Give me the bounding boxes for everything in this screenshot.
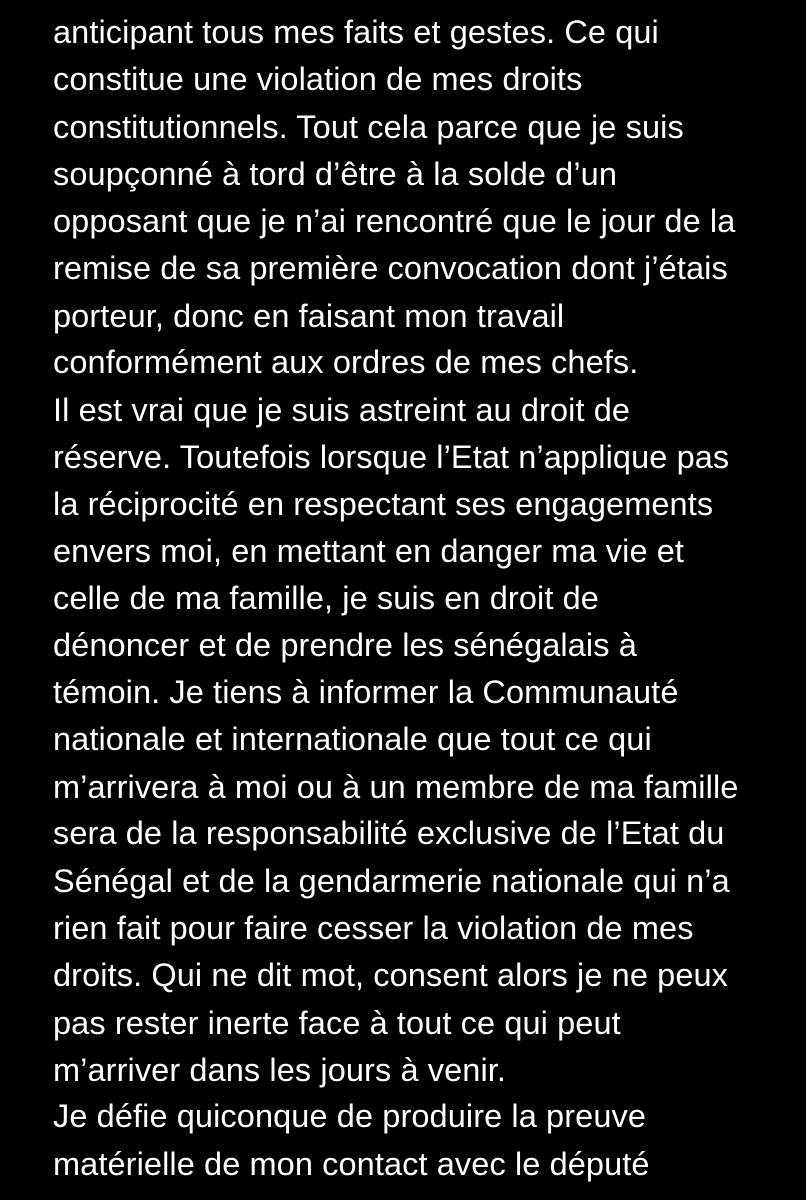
text-line: Il est vrai que je suis astreint au droit de [53,392,631,428]
text-line: droits. Qui ne dit mot, consent alors je ne peux [53,957,729,993]
text-line: la réciprocité en respectant ses engagements [53,486,714,522]
text-line: m’arrivera à moi ou à un membre de ma famille [53,769,739,805]
text-line: matérielle de mon contact avec le député [53,1146,650,1182]
text-line: Sénégal et de la gendarmerie nationale qui n’a [53,863,730,899]
text-line: dénoncer et de prendre les sénégalais à [53,627,637,663]
text-line: celle de ma famille, je suis en droit de [53,580,599,616]
text-line: m’arriver dans les jours à venir. [53,1052,507,1088]
text-line: anticipant tous mes faits et gestes. Ce qui [53,14,659,50]
text-line: pas rester inerte face à tout ce qui peut [53,1005,621,1041]
text-line: porteur, donc en faisant mon travail [53,298,565,334]
text-line: soupçonné à tord d’être à la solde d’un [53,156,618,192]
text-line: Je défie quiconque de produire la preuve [53,1098,647,1134]
text-line: sera de la responsabilité exclusive de l’Etat du [53,815,725,851]
text-line: nationale et internationale que tout ce qui [53,721,652,757]
text-line: opposant que je n’ai rencontré que le jour de la [53,203,736,239]
text-line: remise de sa première convocation dont j’étais [53,250,728,286]
text-line: constitutionnels. Tout cela parce que je suis [53,109,684,145]
text-line: témoin. Je tiens à informer la Communauté [53,674,679,710]
text-line: conformément aux ordres de mes chefs. [53,344,639,380]
text-line: rien fait pour faire cesser la violation de mes [53,910,694,946]
text-line: constitue une violation de mes droits [53,61,583,97]
text-line: réserve. Toutefois lorsque l’Etat n’applique pas [53,439,730,475]
text-line: envers moi, en mettant en danger ma vie et [53,533,685,569]
